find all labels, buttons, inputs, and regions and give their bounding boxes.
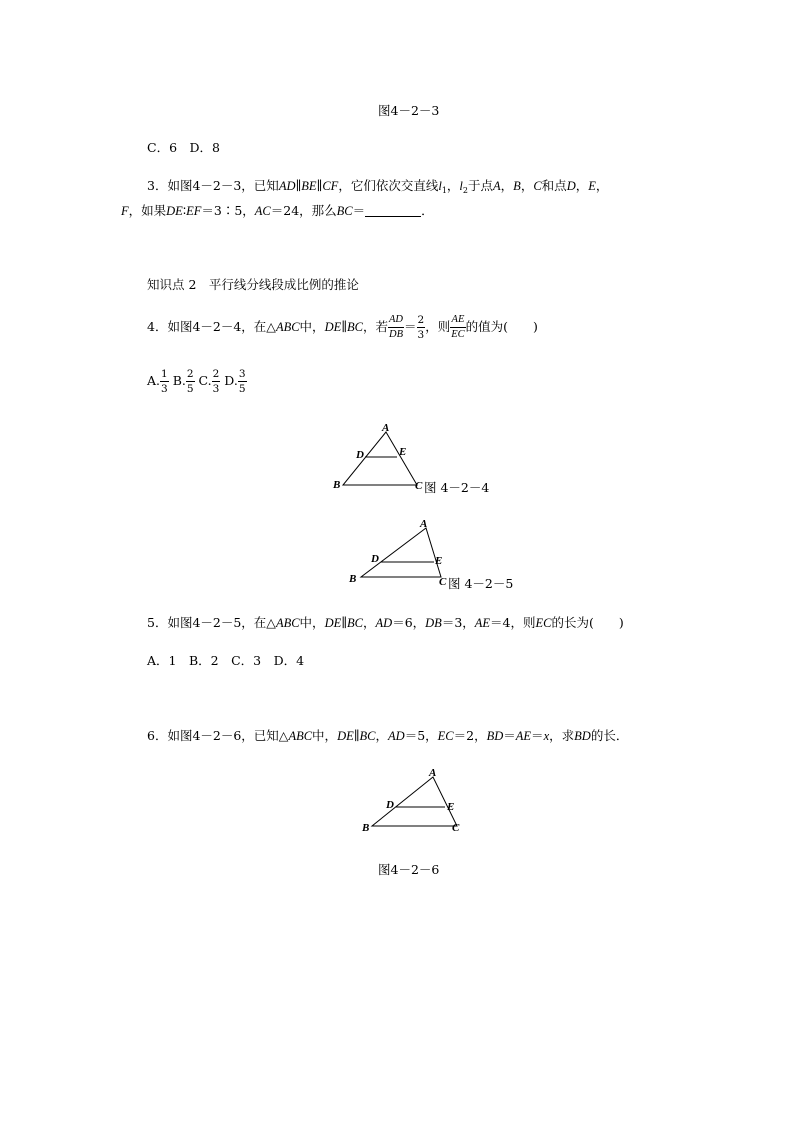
triangle-abc	[372, 777, 457, 826]
fraction-2-3: $\frac{2}{3}$	[417, 313, 425, 341]
figure-caption-4-2-5: 图 4－2－5	[448, 576, 514, 591]
question-5: 5．如图4－2－5，在△ABC中，DE∥BC，AD＝6，DB＝3，AE＝4，则EC的长为( )	[147, 615, 624, 630]
question-3-line-2: F，如果DE∶EF＝3∶5，AC＝24，那么BC＝ ．	[121, 203, 434, 218]
vertex-label-b: B	[349, 573, 357, 585]
option-c[interactable]: C. $\frac{2}{3}$	[198, 367, 220, 395]
vertex-label-c: C	[415, 480, 423, 492]
vertex-label-a: A	[420, 518, 428, 530]
option-a[interactable]: A. $\frac{1}{3}$	[147, 367, 168, 395]
figure-caption-4-2-4: 图 4－2－4	[424, 480, 490, 495]
fraction-ad-db: $\frac{AD}{DB}$	[389, 313, 404, 340]
vertex-label-b: B	[362, 822, 370, 834]
question-4: 4．如图4－2－4，在△ABC中，DE∥BC，若 $\frac{AD}{DB}$ ＝ $\frac{2}{3}$ ，则 $\frac{AE}{EC}$ 的值为( )	[147, 313, 538, 341]
question-6: 6．如图4－2－6，已知△ABC中，DE∥BC，AD＝5，EC＝2，BD＝AE＝x，求BD的长．	[147, 728, 629, 743]
vertex-label-a: A	[382, 422, 390, 434]
option-b[interactable]: B. $\frac{2}{5}$	[172, 367, 194, 395]
vertex-label-e: E	[435, 555, 443, 567]
fraction-ae-ec: $\frac{AE}{EC}$	[451, 313, 465, 340]
question-5-options: A．1 B．2 C．3 D．4	[147, 653, 305, 668]
vertex-label-b: B	[333, 479, 341, 491]
vertex-label-e: E	[399, 446, 407, 458]
vertex-label-c: C	[439, 576, 447, 588]
section-heading: 知识点 2 平行线分线段成比例的推论	[147, 277, 359, 292]
vertex-label-d: D	[386, 799, 394, 811]
vertex-label-d: D	[356, 449, 364, 461]
vertex-label-d: D	[371, 553, 379, 565]
question-2-options: C．6 D．8	[147, 140, 220, 155]
figure-caption-4-2-6: 图4－2－6	[378, 862, 440, 877]
figure-caption-4-2-3: 图4－2－3	[378, 103, 440, 118]
vertex-label-e: E	[447, 801, 455, 813]
vertex-label-c: C	[452, 822, 460, 834]
option-d[interactable]: D. $\frac{3}{5}$	[224, 367, 246, 395]
question-3-line-1: 3．如图4－2－3，已知AD∥BE∥CF，它们依次交直线$l_1$，$l_2$于点A，B，C和点D，E，	[147, 178, 609, 195]
vertex-label-a: A	[429, 767, 437, 779]
